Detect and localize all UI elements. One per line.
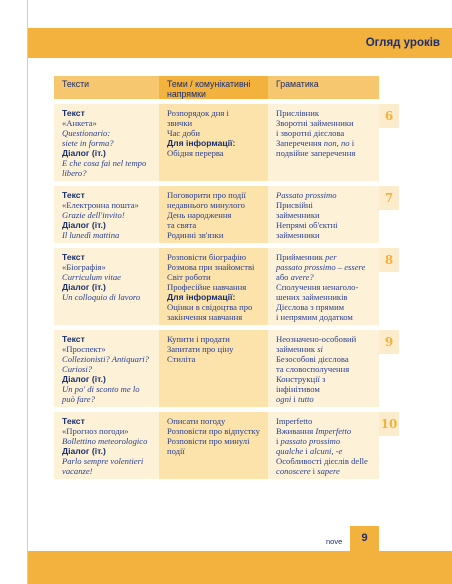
text-line: «Електронна пошта» (62, 200, 139, 210)
text-line: può fare? (62, 394, 95, 404)
grammar-line: подвійне заперечення (276, 148, 356, 158)
topic-line: Розповісти біографію (167, 252, 246, 262)
grammar-line: Заперечення non, no і (276, 138, 355, 148)
grammar-line: Неозначено-особовий (276, 334, 357, 344)
grammar-line: Дієслова з прямим (276, 302, 345, 312)
lesson-number: 7 (384, 191, 394, 205)
grammar-line: та словосполучення (276, 364, 350, 374)
topic-line: День народження (167, 210, 232, 220)
text-line: Curriculum vitae (62, 272, 121, 282)
text-line: siete in forma? (62, 138, 114, 148)
text-line: Текст (62, 252, 85, 262)
topic-line: Оцінки в свідоцтва про (167, 302, 253, 312)
lesson-row (54, 104, 394, 181)
topic-line: Для інформації: (167, 292, 236, 302)
text-line: Curiosi? (62, 364, 93, 374)
grammar-line: займенники (276, 210, 320, 220)
grammar-line: Прийменник per (276, 252, 337, 262)
lessons-overview-table (54, 76, 398, 479)
lesson-topics-cell (159, 186, 268, 243)
page-number-word: nove (326, 537, 343, 546)
text-line: Текст (62, 416, 85, 426)
lesson-grammar-cell (268, 186, 379, 243)
grammar-line: Непрямі об'єктні (276, 220, 338, 230)
text-line: Текст (62, 108, 85, 118)
text-line: Діалог (іт.) (62, 148, 106, 158)
topic-line: Розмова при знайомстві (167, 262, 255, 272)
grammar-line: Конструкції з (276, 374, 326, 384)
lesson-texts-cell (54, 104, 159, 181)
lesson-number: 6 (384, 109, 394, 123)
grammar-line: Безособові дієслова (276, 354, 349, 364)
lesson-number-tab (379, 330, 399, 354)
lesson-row (54, 186, 394, 243)
text-line: Текст (62, 334, 85, 344)
grammar-line: conoscere і sapere (276, 466, 340, 476)
text-line: Bollettino meteorologico (62, 436, 148, 446)
grammar-line: займенник si (276, 344, 323, 354)
grammar-line: Присвійні (276, 200, 313, 210)
header-bar (28, 28, 452, 58)
text-line: «Проспект» (62, 344, 106, 354)
lesson-number-tab (379, 186, 399, 210)
topic-line: та свята (167, 220, 197, 230)
grammar-line: Особливості дієслів delle (276, 456, 368, 466)
topic-line: Родинні зв'язки (167, 230, 224, 240)
topic-line: Описати погоду (167, 416, 226, 426)
text-line: Діалог (іт.) (62, 446, 106, 456)
lesson-number-tab (379, 104, 399, 128)
lesson-row (54, 330, 394, 407)
grammar-line: Прислівник (276, 108, 320, 118)
lesson-grammar-cell (268, 104, 379, 181)
lesson-texts-cell (54, 248, 159, 325)
topic-line: Час доби (167, 128, 201, 138)
lesson-row (54, 248, 394, 325)
text-line: libero? (62, 168, 87, 178)
text-line: Un colloquio di lavoro (62, 292, 141, 302)
grammar-line: qualche і alcuni, -e (276, 446, 343, 456)
table-header-row (54, 76, 379, 99)
grammar-line: займенники (276, 230, 320, 240)
grammar-line: ogni і tutto (276, 394, 314, 404)
lesson-grammar-cell (268, 330, 379, 407)
grammar-line: Passato prossimo (276, 190, 337, 200)
grammar-line: Imperfetto (276, 416, 313, 426)
text-line: Collezionisti? Antiquari? (62, 354, 149, 364)
lesson-number-tab (379, 248, 399, 272)
lesson-grammar-cell (268, 412, 379, 479)
topic-line: Поговорити про події (167, 190, 246, 200)
grammar-line: passato prossimo – essere (276, 262, 366, 272)
text-line: «Анкета» (62, 118, 97, 128)
lesson-number: 8 (384, 253, 394, 267)
lesson-topics-cell (159, 412, 268, 479)
lesson-row (54, 412, 398, 479)
grammar-line: інфінітивом (276, 384, 320, 394)
lesson-topics-cell (159, 248, 268, 325)
topic-line: Розпорядок дня і (167, 108, 229, 118)
topic-line: звички (167, 118, 193, 128)
text-line: Un po' di sconto me lo (62, 384, 140, 394)
lesson-texts-cell (54, 186, 159, 243)
grammar-line: Сполучення ненаголо- (276, 282, 359, 292)
text-line: Діалог (іт.) (62, 374, 106, 384)
topic-line: Розповісти про минулі (167, 436, 250, 446)
topic-line: Для інформації: (167, 138, 236, 148)
grammar-line: Вживання Imperfetto (276, 426, 352, 436)
text-line: Текст (62, 190, 85, 200)
topic-line: Професійне навчання (167, 282, 247, 292)
column-header-texts: Тексти (54, 76, 159, 99)
topic-line: недавнього минулого (167, 200, 245, 210)
column-header-topics: Теми / комунікативні напрямки (159, 76, 268, 99)
grammar-line: і зворотні дієслова (276, 128, 345, 138)
text-line: Діалог (іт.) (62, 282, 106, 292)
lesson-grammar-cell (268, 248, 379, 325)
text-line: Діалог (іт.) (62, 220, 106, 230)
grammar-line: і passato prossimo (276, 436, 341, 446)
lesson-number-tab (379, 412, 399, 436)
text-line: Parlo sempre volentieri (62, 456, 144, 466)
topic-line: події (167, 446, 185, 456)
text-line: E che cosa fai nel tempo (62, 158, 147, 168)
page-title: Огляд уроків (365, 37, 440, 49)
lesson-number: 9 (384, 335, 394, 349)
page-number: 9 (350, 526, 379, 551)
topic-line: Купити і продати (167, 334, 230, 344)
grammar-line: шених займенників (276, 292, 348, 302)
grammar-line: або avere? (276, 272, 314, 282)
lesson-topics-cell (159, 104, 268, 181)
column-header-grammar: Граматика (268, 76, 379, 99)
text-line: «Біографія» (62, 262, 106, 272)
topic-line: Запитати про ціну (167, 344, 234, 354)
lesson-texts-cell (54, 412, 159, 479)
text-line: vacanze! (62, 466, 93, 476)
grammar-line: Зворотні займенники (276, 118, 354, 128)
lesson-topics-cell (159, 330, 268, 407)
footer-bar (28, 551, 452, 584)
text-line: Questionario: (62, 128, 111, 138)
text-line: Il lunedì mattina (62, 230, 120, 240)
topic-line: Світ роботи (167, 272, 211, 282)
lesson-texts-cell (54, 330, 159, 407)
margin-rule (27, 0, 28, 584)
lesson-number: 10 (380, 417, 398, 431)
lesson-rows (54, 104, 398, 479)
topic-line: Розповісти про відпустку (167, 426, 260, 436)
text-line: «Прогноз погоди» (62, 426, 129, 436)
topic-line: закінчення навчання (167, 312, 243, 322)
grammar-line: і непрямим додатком (276, 312, 353, 322)
topic-line: Обідня перерва (167, 148, 224, 158)
text-line: Grazie dell'invito! (62, 210, 125, 220)
topic-line: Стиліта (167, 354, 196, 364)
